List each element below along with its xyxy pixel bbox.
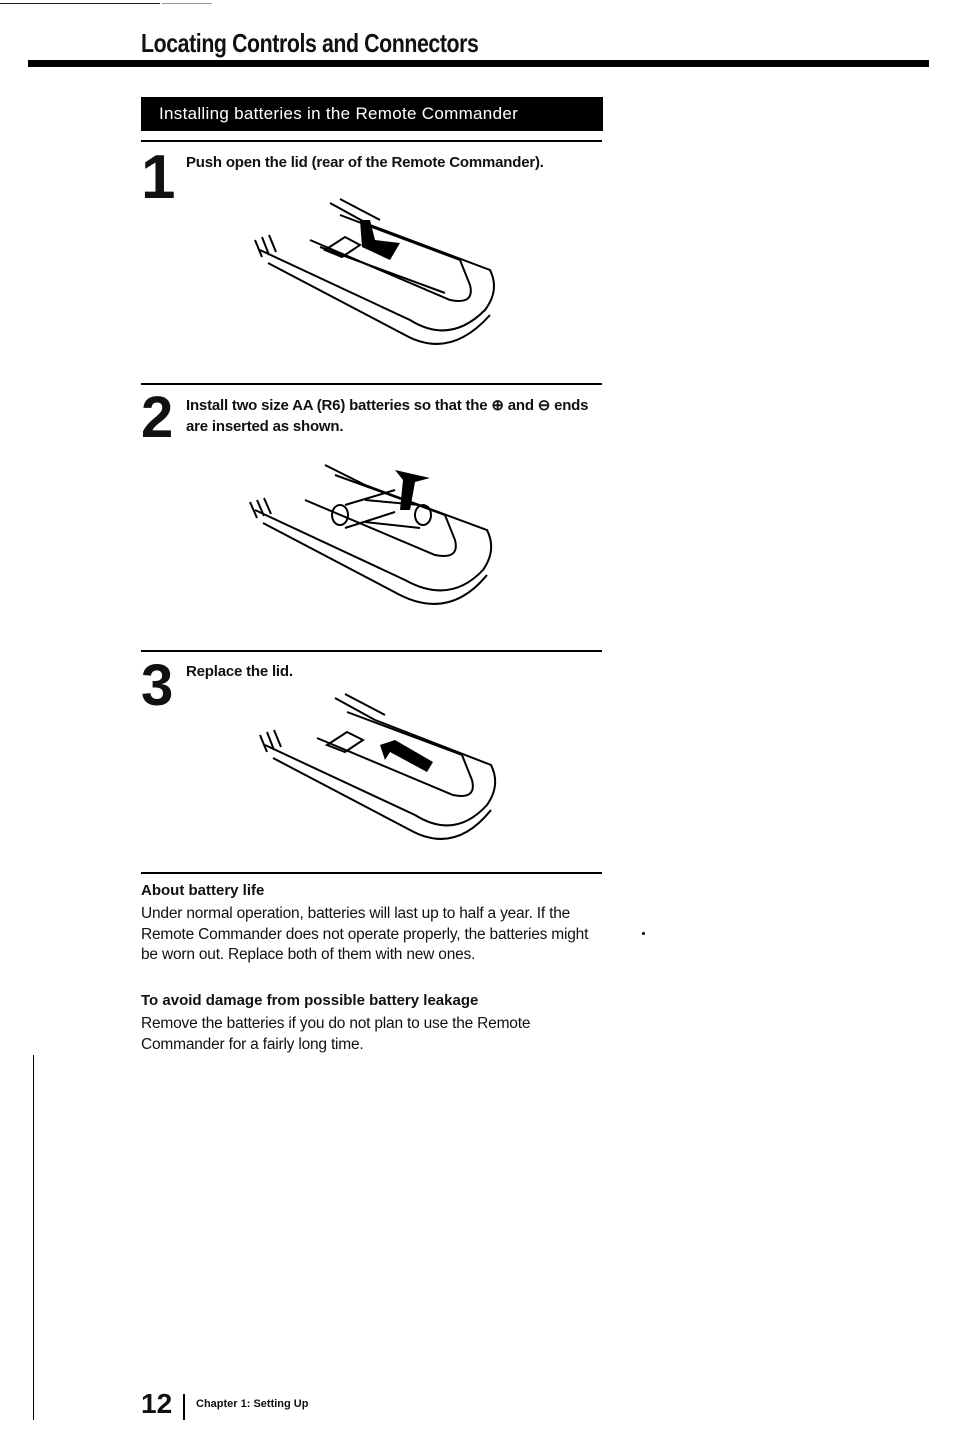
step-rule — [141, 383, 602, 385]
step-number: 2 — [141, 385, 174, 450]
section-header: Installing batteries in the Remote Commander — [141, 97, 603, 131]
speck — [642, 932, 645, 935]
remote-open-lid-illustration — [250, 195, 500, 360]
top-crop-mark — [162, 3, 212, 4]
footer-divider — [183, 1394, 185, 1420]
page-title: Locating Controls and Connectors — [141, 28, 479, 58]
page-number: 12 — [141, 1388, 173, 1419]
remote-replace-lid-illustration — [255, 690, 500, 855]
step-text: Push open the lid (rear of the Remote Commander). — [186, 154, 544, 171]
step-number: 3 — [141, 653, 174, 718]
note-title: To avoid damage from possible battery leakage — [141, 992, 479, 1009]
step-rule — [141, 650, 602, 652]
margin-line — [33, 1055, 34, 1420]
note-body: Under normal operation, batteries will last up to half a year. If the Remote Commander does not operate properly, the batteries might be worn out. Replace both of them with new ones. — [141, 905, 589, 963]
title-rule — [28, 60, 929, 67]
note-title: About battery life — [141, 882, 265, 899]
remote-batteries-illustration — [245, 460, 500, 620]
chapter-label: Chapter 1: Setting Up — [196, 1398, 309, 1410]
note-body: Remove the batteries if you do not plan to use the Remote Commander for a fairly long time. — [141, 1015, 531, 1053]
step-number: 1 — [141, 143, 176, 212]
step-text: Replace the lid. — [186, 663, 293, 680]
notes-rule — [141, 872, 602, 874]
step-text: Install two size AA (R6) batteries so that the ⊕ and ⊖ ends are inserted as shown. — [186, 397, 589, 435]
top-crop-mark — [0, 3, 160, 4]
step-rule — [141, 140, 602, 142]
